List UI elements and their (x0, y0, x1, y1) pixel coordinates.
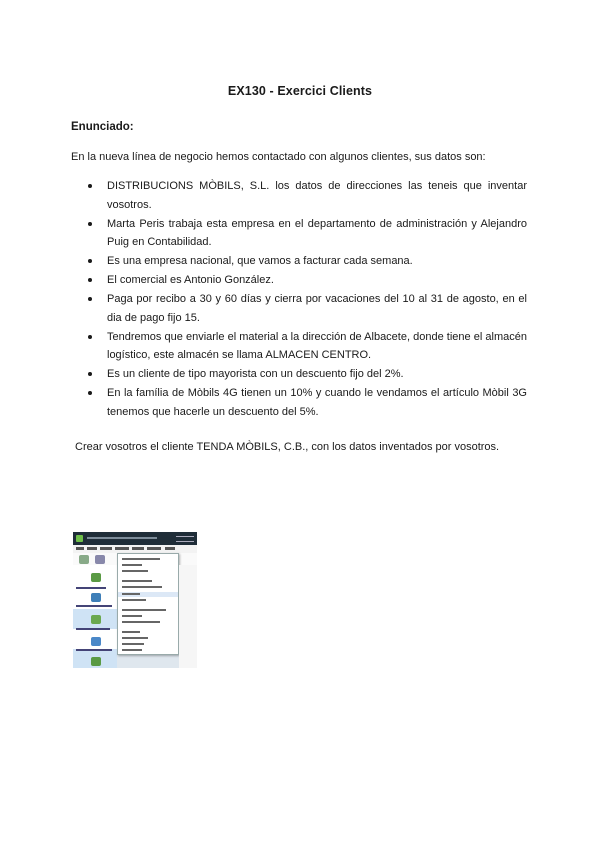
screenshot-dropdown-menu (117, 553, 179, 655)
embedded-app-screenshot (73, 532, 197, 668)
list-item: Es una empresa nacional, que vamos a facturar cada semana. (71, 252, 527, 271)
agents-icon (91, 637, 101, 646)
list-item: DISTRIBUCIONS MÒBILS, S.L. los datos de direcciones las teneis que inventar vosotros. (71, 177, 527, 214)
bullet-icon (88, 278, 92, 282)
toolbar-icon (79, 555, 89, 564)
toolbar-icon (95, 555, 105, 564)
screenshot-sidebar (73, 565, 117, 668)
bullet-icon (88, 335, 92, 339)
bullet-icon (88, 372, 92, 376)
settings-icon (91, 657, 101, 666)
section-heading: Enunciado: (71, 121, 134, 133)
window-controls-icon (176, 536, 194, 542)
requirements-list (71, 177, 527, 422)
bullet-icon (88, 184, 92, 188)
list-item: El comercial es Antonio González. (71, 271, 527, 290)
list-item: En la família de Mòbils 4G tienen un 10% y cuando le vendamos el artículo Mòbil 3G tenemos que hacerle un descuento del 5%. (71, 384, 527, 421)
bullet-icon (88, 222, 92, 226)
screenshot-menubar (73, 545, 197, 553)
bullet-icon (88, 297, 92, 301)
suppliers-icon (91, 593, 101, 602)
list-item: Tendremos que enviarle el material a la dirección de Albacete, donde tiene el almacén logístico, este almacén se llama ALMACEN CENTRO. (71, 328, 527, 365)
list-item: Marta Peris trabaja esta empresa en el departamento de administración y Alejandro Puig en Contabilidad. (71, 215, 527, 252)
app-icon (76, 535, 83, 542)
closing-paragraph: Crear vosotros el cliente TENDA MÒBILS, C.B., con los datos inventados por vosotros. (75, 441, 500, 453)
bullet-icon (88, 259, 92, 263)
document-title: EX130 - Exercici Clients (227, 84, 373, 98)
list-item: Es un cliente de tipo mayorista con un descuento fijo del 2%. (71, 365, 527, 384)
list-item: Paga por recibo a 30 y 60 días y cierra por vacaciones del 10 al 31 de agosto, en el dia de pago fijo 15. (71, 290, 527, 327)
intro-paragraph: En la nueva línea de negocio hemos contactado con algunos clientes, sus datos son: (71, 151, 486, 163)
articles-icon (91, 615, 101, 624)
screenshot-titlebar (73, 532, 197, 545)
clients-icon (91, 573, 101, 582)
bullet-icon (88, 391, 92, 395)
